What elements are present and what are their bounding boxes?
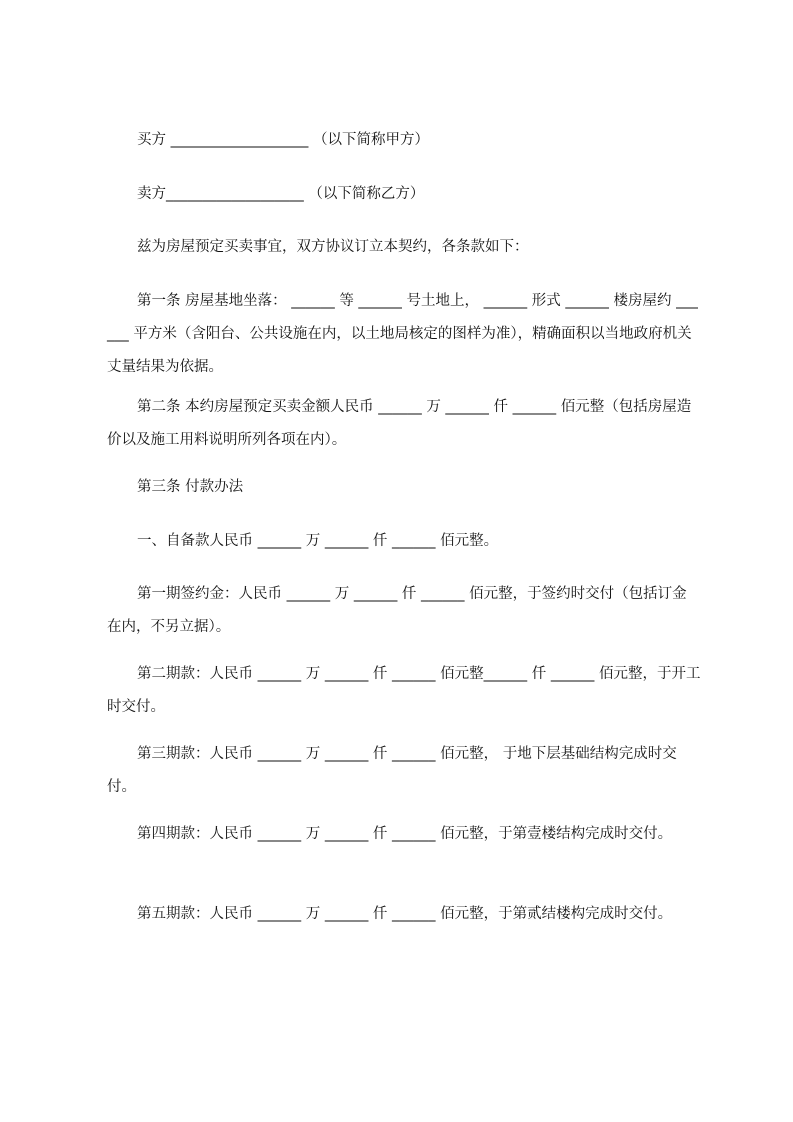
intro-paragraph: 兹为房屋预定买卖事宜，双方协议订立本契约，各条款如下：	[137, 239, 529, 255]
phase-2-payment: 第二期款：人民币 ______ 万 ______ 仟 ______ 佰元整______ 仟 ______ 佰元整，于开工时交付。	[107, 666, 701, 715]
article-3-heading: 第三条 付款办法	[137, 479, 244, 495]
buyer-line: 买方 ___________________ （以下简称甲方）	[137, 132, 429, 148]
phase-3-payment: 第三期款：人民币 ______ 万 ______ 仟 ______ 佰元整， 于地下层基础结构完成时交付。	[107, 746, 677, 795]
phase-4-payment: 第四期款：人民币 ______ 万 ______ 仟 ______ 佰元整，于第壹楼结构完成时交付。	[137, 826, 673, 842]
article-1: 第一条 房屋基地坐落： ______ 等 ______ 号土地上， ______ 形式 ______ 楼房屋约 ______ 平方米（含阳台、公共设施在内，以土地局核定的图样为准），精确面积以当地政府机关丈量结果为依据。	[107, 293, 698, 375]
article-2: 第二条 本约房屋预定买卖金额人民币 ______ 万 ______ 仟 ______ 佰元整（包括房屋造价以及施工用料说明所列各项在内）。	[107, 399, 692, 448]
phase-1-payment: 第一期签约金：人民币 ______ 万 ______ 仟 ______ 佰元整，于签约时交付（包括订金在内，不另立据）。	[107, 586, 687, 635]
phase-5-payment: 第五期款：人民币 ______ 万 ______ 仟 ______ 佰元整，于第贰结楼构完成时交付。	[137, 906, 673, 922]
seller-line: 卖方___________________ （以下简称乙方）	[137, 186, 425, 202]
self-payment-line: 一、自备款人民币 ______ 万 ______ 仟 ______ 佰元整。	[137, 533, 499, 549]
